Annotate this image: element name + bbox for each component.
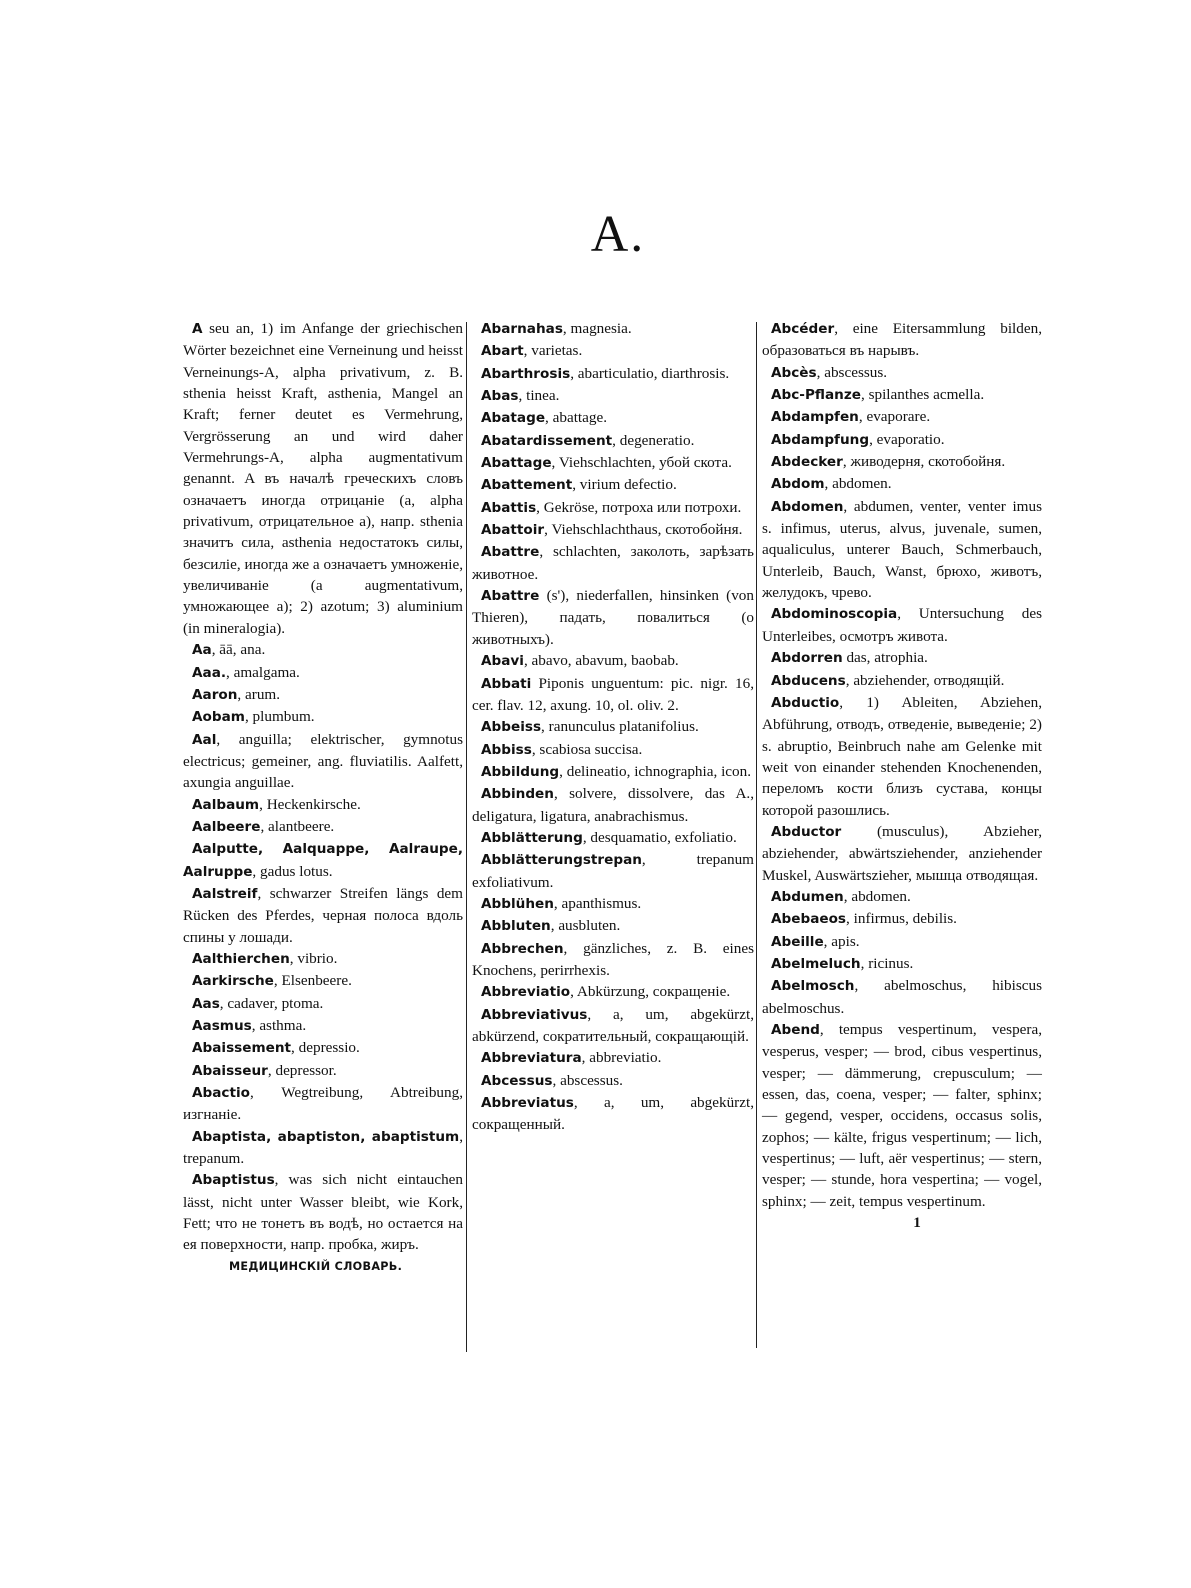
entry-headword: A xyxy=(192,321,203,337)
entry-headword: Abcessus xyxy=(481,1072,553,1089)
entry-headword: Abbildung xyxy=(481,763,560,780)
dictionary-entry xyxy=(472,340,754,362)
dictionary-entry xyxy=(472,1070,754,1092)
dictionary-entry xyxy=(183,706,463,728)
entry-headword: Abcéder xyxy=(771,321,835,337)
entry-headword: Abdom xyxy=(771,476,825,493)
dictionary-entry xyxy=(472,1047,754,1069)
entry-definition: , eine Eitersammlung bilden, образоваться въ нарывъ. xyxy=(762,320,1042,360)
entry-headword: Aas xyxy=(192,995,220,1012)
entry-definition: das, atrophia. xyxy=(842,649,928,667)
entry-headword: Aa xyxy=(192,642,212,659)
entry-headword: Abbiss xyxy=(481,741,532,758)
entry-headword: Aasmus xyxy=(192,1018,252,1034)
entry-headword: Abas xyxy=(481,388,519,405)
entry-headword: Aaron xyxy=(192,686,238,703)
dictionary-entry xyxy=(762,821,1042,886)
dictionary-entry xyxy=(472,716,754,738)
entry-definition: , depressor. xyxy=(267,1061,337,1079)
entry-definition: , depressio. xyxy=(291,1039,360,1057)
entry-headword: Aalbeere xyxy=(192,818,261,835)
entry-definition: , abavo, abavum, baobab. xyxy=(523,652,679,670)
entry-definition: , trepanum. xyxy=(183,1127,463,1168)
entry-definition: , abarticulatio, diarthrosis. xyxy=(570,364,730,382)
dictionary-entry xyxy=(472,981,754,1003)
dictionary-entry xyxy=(183,639,463,661)
entry-headword: Aalbaum xyxy=(192,796,260,813)
entry-headword: Abdampfung xyxy=(771,431,870,448)
dictionary-entry xyxy=(183,1015,463,1037)
entry-definition: , Viehschlachten, убой скота. xyxy=(551,454,732,472)
entry-definition: (musculus), Abzieher, abziehender, abwärtsziehender, anziehender Muskel, Auswärtszieher, мышца отводящая. xyxy=(762,822,1042,884)
page-letter-heading: A. xyxy=(590,206,646,263)
dictionary-entry xyxy=(472,430,754,452)
entry-headword: Abductio xyxy=(771,694,840,711)
dictionary-entry xyxy=(183,883,463,948)
dictionary-entry xyxy=(183,662,463,684)
entry-definition: , a, um, abgekürzt, сокращенный. xyxy=(472,1094,754,1134)
entry-headword: Aalputte, Aalquappe, Aalraupe, Aalruppe xyxy=(183,841,463,880)
entry-headword: Abdominoscopia xyxy=(771,606,898,623)
dictionary-entry xyxy=(183,1169,463,1255)
entry-headword: Abatage xyxy=(481,410,546,427)
entry-definition: , abdomen. xyxy=(843,887,911,905)
entry-definition: , tempus vespertinum, vespera, vesperus, vesper; — brod, cibus vespertinus, vesper; — dämmerung, crepusculum; — essen, das, coena, vesper; — falter, sphinx; — gegend, vesper, occidens, occasus solis, zophos; — kälte, frigus vespertinum; — lich, vespertinus; — luft, aër vespertinus; — stern, vesper; — stunde, hora vespertina; — vogel, sphinx; — zeit, tempus vespertinum. xyxy=(762,1021,1042,1210)
dictionary-entry xyxy=(472,915,754,937)
entry-headword: Abducens xyxy=(771,672,846,689)
column-rule-left xyxy=(466,322,467,1352)
entry-definition: , живодерня, скотобойня. xyxy=(842,453,1006,471)
dictionary-entry xyxy=(472,739,754,761)
dictionary-entry xyxy=(472,363,754,385)
entry-headword: Abebaeos xyxy=(771,911,847,928)
entry-definition: , cadaver, ptoma. xyxy=(219,994,324,1012)
entry-definition: , anguilla; elektrischer, gymnotus electricus; gemeiner, ang. fluviatilis. Aalfett, axungia anguillae. xyxy=(183,730,463,792)
entry-definition: , Viehschlachthaus, скотобойня. xyxy=(544,521,743,539)
entry-definition: , scabiosa succisa. xyxy=(531,740,643,758)
entry-definition: , abdomen. xyxy=(824,475,892,493)
entry-headword: Abaisseur xyxy=(192,1062,268,1079)
dictionary-entry xyxy=(472,893,754,915)
dictionary-entry xyxy=(183,970,463,992)
entry-headword: Aalthierchen xyxy=(192,950,290,967)
entry-headword: Abbreviativus xyxy=(481,1006,588,1023)
dictionary-entry xyxy=(472,585,754,650)
dictionary-entry xyxy=(762,473,1042,495)
dictionary-entry xyxy=(183,318,463,639)
entry-definition: , Gekröse, потроха или потрохи. xyxy=(536,498,742,516)
entry-definition: , tinea. xyxy=(518,387,560,405)
dictionary-entry xyxy=(762,406,1042,428)
dictionary-entry xyxy=(762,670,1042,692)
entry-headword: Aal xyxy=(192,731,217,748)
entry-definition: , schwarzer Streifen längs dem Rücken des Pferdes, черная полоса вдоль спины у лошади. xyxy=(183,884,463,946)
entry-definition: , Untersuchung des Unterleibes, осмотръ живота. xyxy=(762,605,1042,645)
entry-headword: Abaptista, abaptiston, abaptistum xyxy=(192,1128,460,1145)
dictionary-entry xyxy=(762,692,1042,821)
entry-headword: Abart xyxy=(481,343,524,360)
entry-headword: Abattoir xyxy=(481,522,545,539)
entry-headword: Abbati xyxy=(481,675,532,692)
entry-definition: , Wegtreibung, Abtreibung, изгнаніе. xyxy=(183,1084,463,1124)
entry-definition: , arum. xyxy=(237,685,281,703)
entry-headword: Aobam xyxy=(192,709,245,726)
dictionary-entry xyxy=(762,496,1042,604)
entry-definition: , abscessus. xyxy=(816,363,888,381)
entry-headword: Abc-Pflanze xyxy=(771,387,861,404)
entry-definition: , was sich nicht eintauchen lässt, nicht unter Wasser bleibt, wie Kork, Fett; что не тонетъ въ водѣ, но остается на ея поверхности, напр. пробка, жиръ. xyxy=(183,1171,463,1254)
dictionary-entry xyxy=(472,519,754,541)
entry-definition: , abziehender, отводящій. xyxy=(845,671,1005,689)
dictionary-entry xyxy=(183,993,463,1015)
entry-headword: Aarkirsche xyxy=(192,973,274,990)
entry-definition: , plumbum. xyxy=(244,708,315,726)
dictionary-entry xyxy=(183,729,463,794)
entry-headword: Abbluten xyxy=(481,918,551,935)
entry-headword: Abaptistus xyxy=(192,1172,275,1189)
entry-headword: Abbeiss xyxy=(481,719,542,736)
dictionary-entry xyxy=(762,318,1042,362)
entry-headword: Abatardissement xyxy=(481,432,613,449)
entry-definition: , abattage. xyxy=(545,409,608,427)
entry-definition: , ausbluten. xyxy=(550,917,621,935)
entry-headword: Abdecker xyxy=(771,454,843,471)
entry-headword: Abbrechen xyxy=(481,940,564,957)
entry-definition: , evaporare. xyxy=(858,408,931,426)
dictionary-entry xyxy=(472,650,754,672)
entry-headword: Abavi xyxy=(481,653,524,670)
entry-headword: Abbreviatura xyxy=(481,1050,582,1067)
entry-headword: Abattement xyxy=(481,477,573,494)
entry-headword: Abductor xyxy=(771,823,842,840)
dictionary-entry xyxy=(762,931,1042,953)
entry-definition: , apanthismus. xyxy=(553,894,642,912)
entry-definition: (s'), niederfallen, hinsinken (von Thieren), падать, повалиться (о животныхъ). xyxy=(472,587,754,648)
entry-headword: Aaa. xyxy=(192,664,227,681)
entry-definition: , infirmus, debilis. xyxy=(846,910,957,928)
entry-definition: , delineatio, ichnographia, icon. xyxy=(559,762,752,780)
dictionary-entry xyxy=(183,1060,463,1082)
dictionary-entry xyxy=(762,975,1042,1019)
entry-definition: , vibrio. xyxy=(289,949,338,967)
dictionary-entry xyxy=(183,816,463,838)
dictionary-entry xyxy=(472,673,754,717)
entry-headword: Abdorren xyxy=(771,650,843,667)
entry-definition: , amalgama. xyxy=(226,663,300,681)
entry-definition: , solvere, dissolvere, das A., deligatura, ligatura, anabrachismus. xyxy=(472,785,754,825)
dictionary-entry xyxy=(762,429,1042,451)
column-middle xyxy=(472,318,754,1136)
dictionary-entry xyxy=(472,938,754,982)
entry-definition: , 1) Ableiten, Abziehen, Abführung, отводъ, отведеніе, выведеніе; 2) s. abruptio, Beinbruch nahe am Gelenke mit weit von einander stehenden Knochenenden, переломъ кости близъ сустава, концы которой разошлись. xyxy=(762,693,1042,819)
entry-headword: Abattre xyxy=(481,544,540,561)
dictionary-entry xyxy=(762,362,1042,384)
entry-headword: Abattre xyxy=(481,588,540,605)
entry-definition: , apis. xyxy=(823,932,860,950)
entry-definition: , schlachten, заколоть, зарѣзать животное. xyxy=(472,543,754,583)
entry-headword: Abbinden xyxy=(481,786,554,803)
column-rule-right xyxy=(756,322,757,1348)
entry-definition: , alantbeere. xyxy=(260,817,335,835)
entry-definition: , spilanthes acmella. xyxy=(860,386,985,404)
entry-headword: Abeille xyxy=(771,933,824,950)
dictionary-entry xyxy=(183,838,463,883)
dictionary-entry xyxy=(472,407,754,429)
dictionary-entry xyxy=(472,1004,754,1048)
dictionary-entry xyxy=(472,1092,754,1136)
dictionary-entry xyxy=(472,497,754,519)
entry-definition: , desquamatio, exfoliatio. xyxy=(582,828,737,846)
entry-headword: Abdomen xyxy=(771,498,844,515)
dictionary-entry xyxy=(762,384,1042,406)
dictionary-entry xyxy=(183,1037,463,1059)
dictionary-entry xyxy=(472,827,754,849)
entry-definition: , evaporatio. xyxy=(869,430,945,448)
entry-headword: Abelmeluch xyxy=(771,955,861,972)
entry-headword: Abaissement xyxy=(192,1040,292,1057)
entry-definition: , Heckenkirsche. xyxy=(259,795,361,813)
entry-definition: , degeneratio. xyxy=(612,431,695,449)
entry-headword: Abarnahas xyxy=(481,321,563,337)
dictionary-entry xyxy=(183,794,463,816)
entry-headword: Abdumen xyxy=(771,888,844,905)
dictionary-entry xyxy=(762,1019,1042,1212)
entry-definition: , abdumen, venter, venter imus s. infimus, uterus, alvus, juvenale, sumen, aqualiculus, unterer Bauch, Schmerbauch, Unterleib, Bauch, Wanst, брюхо, животъ, желудокъ, чрево. xyxy=(762,497,1042,602)
dictionary-entry xyxy=(472,849,754,893)
entry-definition: , asthma. xyxy=(251,1017,307,1034)
page-number: 1 xyxy=(913,1214,921,1232)
entry-headword: Abblühen xyxy=(481,895,554,912)
entry-definition: , āā, ana. xyxy=(211,641,266,659)
dictionary-entry xyxy=(183,684,463,706)
dictionary-entry xyxy=(762,647,1042,669)
signature-mark: МЕДИЦИНСКІЙ СЛОВАРЬ. xyxy=(229,1259,403,1273)
dictionary-entry xyxy=(472,385,754,407)
entry-headword: Abblätterung xyxy=(481,829,583,846)
entry-definition: , abbreviatio. xyxy=(581,1049,662,1067)
dictionary-entry xyxy=(472,452,754,474)
entry-headword: Abdampfen xyxy=(771,409,859,426)
entry-definition: , abelmoschus, hibiscus abelmoschus. xyxy=(762,977,1042,1017)
dictionary-entry xyxy=(472,541,754,585)
entry-definition: , trepanum exfoliativum. xyxy=(472,851,754,891)
entry-definition: , ranunculus platanifolius. xyxy=(541,718,699,736)
dictionary-entry xyxy=(472,761,754,783)
entry-definition: , virium defectio. xyxy=(572,476,677,494)
entry-headword: Aalstreif xyxy=(192,885,258,902)
entry-headword: Abattage xyxy=(481,455,552,472)
dictionary-entry xyxy=(762,908,1042,930)
entry-headword: Abactio xyxy=(192,1085,250,1102)
column-left xyxy=(183,318,463,1277)
dictionary-entry xyxy=(183,948,463,970)
entry-headword: Abend xyxy=(771,1022,820,1038)
entry-headword: Abblätterungstrepan xyxy=(481,852,642,869)
dictionary-entry xyxy=(183,1126,463,1170)
entry-headword: Abarthrosis xyxy=(481,365,571,382)
dictionary-entry xyxy=(762,953,1042,975)
entry-definition: , magnesia. xyxy=(562,320,632,337)
entry-definition: Piponis unguentum: pic. nigr. 16, cer. flav. 12, axung. 10, ol. oliv. 2. xyxy=(472,674,754,714)
dictionary-entry xyxy=(183,1082,463,1126)
entry-headword: Abattis xyxy=(481,499,537,516)
entry-definition: , Abkürzung, сокращеніе. xyxy=(570,983,731,1001)
dictionary-entry xyxy=(472,474,754,496)
entry-headword: Abelmosch xyxy=(771,978,855,995)
entry-definition: , abscessus. xyxy=(552,1071,623,1089)
column-right xyxy=(762,318,1042,1233)
entry-definition: , a, um, abgekürzt, abkürzend, сократительный, сокращающій. xyxy=(472,1005,754,1045)
dictionary-entry xyxy=(472,318,754,340)
dictionary-entry xyxy=(762,603,1042,647)
dictionary-entry xyxy=(472,783,754,827)
dictionary-entry xyxy=(762,451,1042,473)
entry-headword: Abcès xyxy=(771,364,817,381)
entry-headword: Abbreviatus xyxy=(481,1095,574,1112)
entry-definition: , varietas. xyxy=(523,342,583,360)
dictionary-entry xyxy=(762,886,1042,908)
entry-definition: , ricinus. xyxy=(860,954,914,972)
entry-definition: , Elsenbeere. xyxy=(273,972,352,990)
entry-definition: , gadus lotus. xyxy=(252,862,333,880)
entry-headword: Abbreviatio xyxy=(481,984,571,1001)
entry-definition: , gänzliches, z. B. eines Knochens, perirrhexis. xyxy=(472,939,754,979)
entry-definition: seu an, 1) im Anfange der griechischen Wörter bezeichnet eine Verneinung und heisst Verneinungs-A, alpha privativum, z. B. sthenia heisst Kraft, asthenia, Mangel an Kraft; ferner deutet es Vermehrung, Vergrösserung an und wird daher Vermehrungs-A, alpha augmentativum genannt. A въ началѣ греческихъ словъ означаетъ иногда отрицаніе (a, alpha privativum, отрицательное а), напр. sthenia значитъ сила, asthenia недостатокъ силы, безсиліе, иногда же а означаетъ умноженіе, увеличиваніе (a augmentativum, умножающее а); 2) azotum; 3) aluminium (in mineralogia). xyxy=(183,320,463,637)
